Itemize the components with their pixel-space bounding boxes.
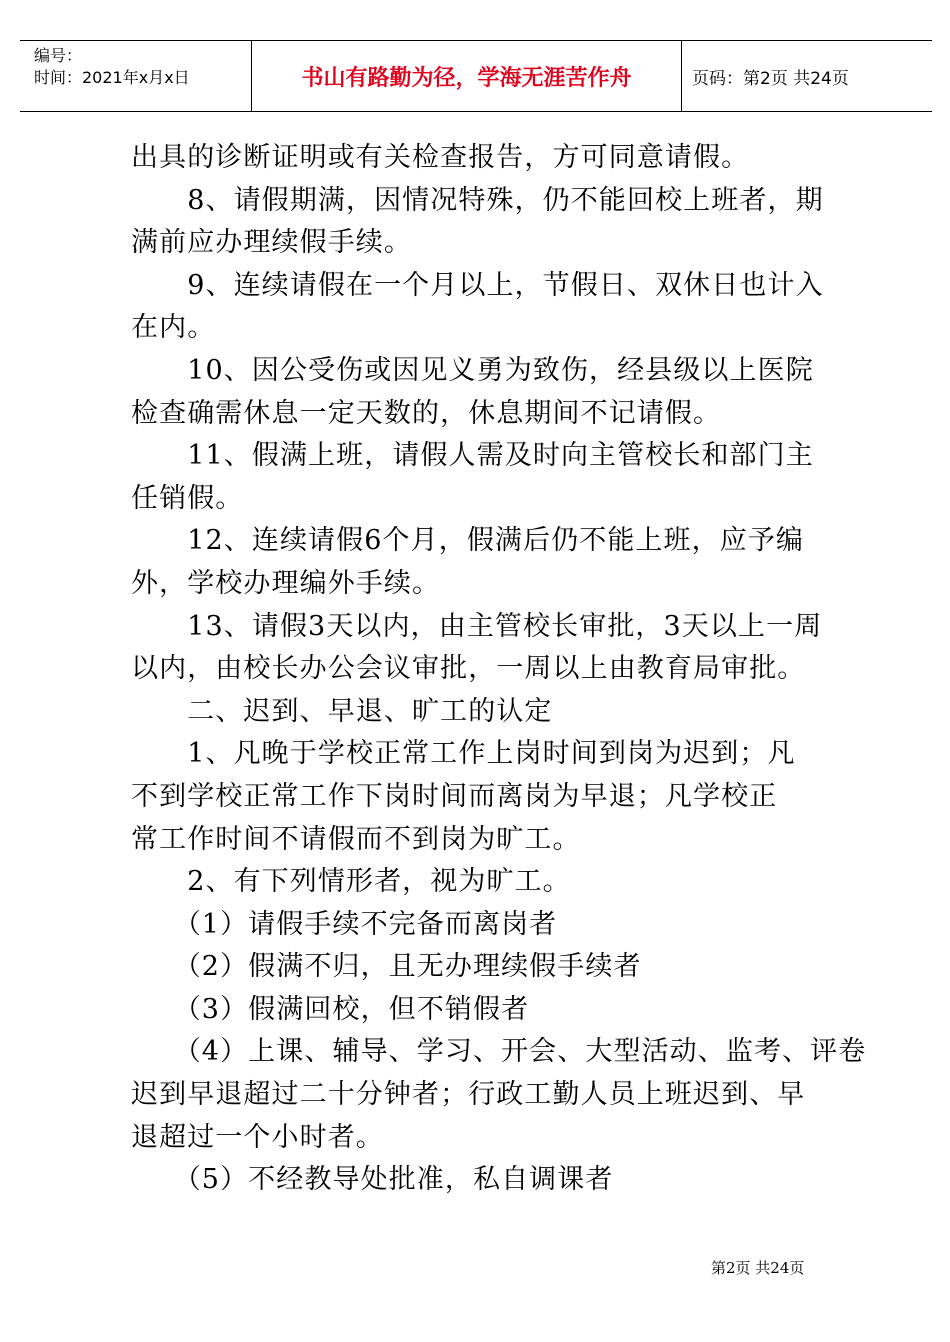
text-line: 退超过一个小时者。 <box>131 1121 384 1153</box>
document-body <box>131 137 867 1202</box>
text-line: 12、连续请假6个月，假满后仍不能上班，应予编 <box>131 525 805 557</box>
text-line: 1、凡晚于学校正常工作上岗时间到岗为迟到；凡 <box>131 738 796 770</box>
text-line: 11、假满上班，请假人需及时向主管校长和部门主 <box>131 440 814 472</box>
header-page-info: 页码：第2页 共24页 <box>692 68 849 89</box>
header-motto: 书山有路勤为径，学海无涯苦作舟 <box>252 41 682 111</box>
page-footer: 第2页 共24页 <box>711 1259 805 1277</box>
list-item: （4）上课、辅导、学习、开会、大型活动、监考、评卷 <box>131 1036 867 1068</box>
text-line: 10、因公受伤或因见义勇为致伤，经县级以上医院 <box>131 354 814 386</box>
text-line: 在内。 <box>131 312 216 344</box>
text-line: 不到学校正常工作下岗时间而离岗为早退；凡学校正 <box>131 780 778 812</box>
text-line: 外，学校办理编外手续。 <box>131 567 441 599</box>
text-line: 任销假。 <box>131 482 244 514</box>
text-line: 13、请假3天以内，由主管校长审批，3天以上一周 <box>131 610 823 642</box>
number-label: 编号： <box>34 46 83 65</box>
text-line: 8、请假期满，因情况特殊，仍不能回校上班者，期 <box>131 184 824 216</box>
header-meta <box>20 41 252 111</box>
list-item: （3）假满回校，但不销假者 <box>131 993 530 1025</box>
list-item: （2）假满不归，且无办理续假手续者 <box>131 951 642 983</box>
text-line: 出具的诊断证明或有关检查报告，方可同意请假。 <box>131 142 750 173</box>
section-heading: 二、迟到、早退、旷工的认定 <box>131 695 553 727</box>
page-header <box>20 40 932 112</box>
list-item: （5）不经教导处批准，私自调课者 <box>131 1164 614 1196</box>
text-line: 9、连续请假在一个月以上，节假日、双休日也计入 <box>131 269 824 301</box>
text-line: 检查确需休息一定天数的，休息期间不记请假。 <box>131 397 722 429</box>
text-line: 满前应办理续假手续。 <box>131 227 412 259</box>
text-line: 迟到早退超过二十分钟者；行政工勤人员上班迟到、早 <box>131 1079 806 1111</box>
text-line: 以内，由校长办公会议审批，一周以上由教育局审批。 <box>131 653 806 685</box>
time-line: 时间：2021年x月x日 <box>34 68 190 87</box>
text-line: 2、有下列情形者，视为旷工。 <box>131 866 571 898</box>
list-item: （1）请假手续不完备而离岗者 <box>131 908 558 940</box>
text-line: 常工作时间不请假而不到岗为旷工。 <box>131 823 581 855</box>
